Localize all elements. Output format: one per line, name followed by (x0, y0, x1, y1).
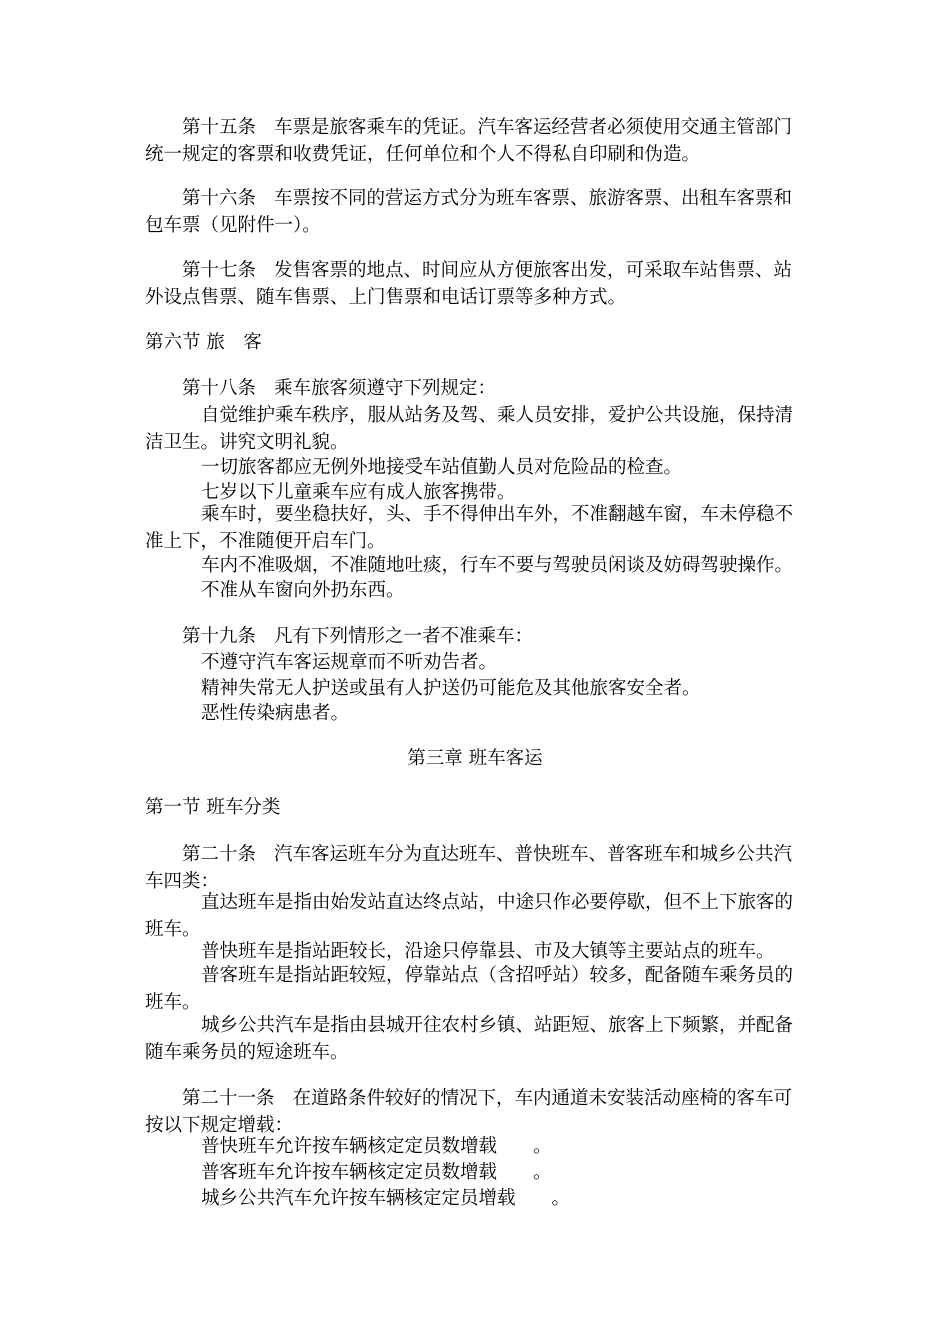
list-item: 直达班车是指由始发站直达终点站，中途只作必要停歇，但不上下旅客的班车。 (145, 892, 794, 940)
article-15 (145, 114, 810, 168)
list-item-text: 普客班车允许按车辆核定定员数增载 (201, 1162, 498, 1183)
article-17 (145, 257, 810, 311)
list-item-text: 城乡公共汽车允许按车辆核定定员增载 (201, 1188, 516, 1209)
list-item-end: 。 (551, 1188, 571, 1209)
list-item: 不遵守汽车客运规章而不听劝告者。 (201, 652, 498, 673)
article-number: 第十九条 (182, 626, 257, 647)
article-19 (145, 623, 810, 650)
list-item-end: 。 (533, 1136, 552, 1157)
list-item: 乘车时，要坐稳扶好，头、手不得伸出车外，不准翻越车窗，车未停稳不准上下，不准随便开启车门。 (145, 504, 794, 552)
list-item: 自觉维护乘车秩序，服从站务及驾、乘人员安排，爱护公共设施，保持清洁卫生。讲究文明礼貌。 (145, 405, 794, 453)
section-heading: 第一节 班车分类 (145, 797, 281, 818)
article-20 (145, 841, 810, 895)
list-item: 恶性传染病患者。 (201, 703, 350, 724)
article-text: 乘车旅客须遵守下列规定： (274, 378, 497, 399)
article-number: 第十五条 (182, 117, 257, 138)
list-item-end: 。 (533, 1162, 552, 1183)
article-18 (145, 375, 810, 402)
list-item: 普客班车是指站距较短，停靠站点（含招呼站）较多，配备随车乘务员的班车。 (145, 965, 794, 1013)
article-number: 第二十条 (182, 844, 257, 865)
list-item (145, 1185, 810, 1212)
list-item (145, 1159, 810, 1186)
article-text: 汽车客运班车分为直达班车、普快班车、普客班车和城乡公共汽车四类： (145, 844, 793, 892)
list-item: 七岁以下儿童乘车应有成人旅客携带。 (201, 482, 516, 503)
article-text: 车票按不同的营运方式分为班车客票、旅游客票、出租车客票和包车票（见附件一）。 (145, 188, 793, 236)
list-item: 精神失常无人护送或虽有人护送仍可能危及其他旅客安全者。 (201, 678, 701, 699)
list-item: 不准从车窗向外扔东西。 (201, 580, 405, 601)
article-16 (145, 185, 810, 239)
list-item-text: 普快班车允许按车辆核定定员数增载 (201, 1136, 498, 1157)
article-number: 第十六条 (182, 188, 257, 209)
article-text: 车票是旅客乘车的凭证。汽车客运经营者必须使用交通主管部门统一规定的客票和收费凭证，任何单位和个人不得私自印刷和伪造。 (145, 117, 793, 165)
list-item: 城乡公共汽车是指由县城开往农村乡镇、站距短、旅客上下频繁，并配备随车乘务员的短途班车。 (145, 1015, 794, 1063)
article-number: 第十八条 (182, 378, 257, 399)
article-number: 第二十一条 (182, 1088, 275, 1109)
chapter-heading: 第三章 班车客运 (407, 748, 543, 769)
article-text: 发售客票的地点、时间应从方便旅客出发，可采取车站售票、站外设点售票、随车售票、上门售票和电话订票等多种方式。 (145, 260, 793, 308)
list-item (145, 1133, 810, 1160)
article-text: 在道路条件较好的情况下，车内通道未安装活动座椅的客车可按以下规定增载： (145, 1088, 793, 1136)
article-21 (145, 1085, 810, 1139)
list-item: 一切旅客都应无例外地接受车站值勤人员对危险品的检查。 (201, 457, 683, 478)
list-item: 普快班车是指站距较长，沿途只停靠县、市及大镇等主要站点的班车。 (201, 941, 775, 962)
article-number: 第十七条 (182, 260, 257, 281)
list-item: 车内不准吸烟，不准随地吐痰，行车不要与驾驶员闲谈及妨碍驾驶操作。 (201, 555, 794, 576)
section-heading: 第六节 旅 客 (145, 332, 262, 353)
article-text: 凡有下列情形之一者不准乘车： (274, 626, 534, 647)
